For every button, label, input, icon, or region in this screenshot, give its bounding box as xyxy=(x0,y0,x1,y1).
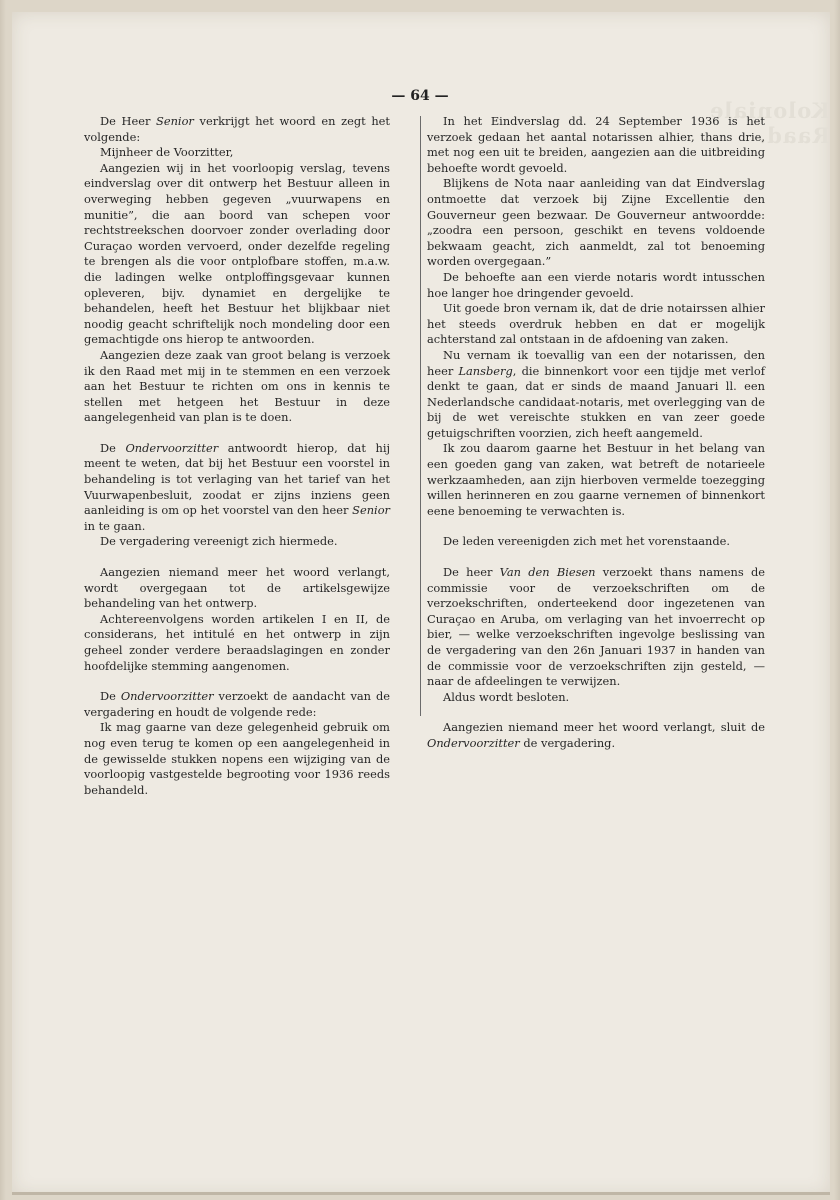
paragraph: De leden vereenigden zich met het vorenstaande. xyxy=(443,534,731,549)
paragraph: De vergadering vereenigt zich hiermede. xyxy=(100,534,338,549)
paragraph: Aangezien niemand meer het woord verlangt, wordt overgegaan tot de artikelsgewijze behandeling van het ontwerp. xyxy=(84,565,390,611)
right-column xyxy=(427,114,765,752)
paragraph: Achtereenvolgens worden artikelen I en II, de considerans, het intitulé en het ontwerp in zijn geheel zonder verdere beraadslagingen en zonder hoofdelijke stemming aangenomen. xyxy=(84,611,390,673)
paragraph: De heer Van den Biesen verzoekt thans namens de commissie voor de verzoekschriften om de verzoekschriften, onderteekend door ingezetenen van Curaçao en Aruba, om verlaging van het invoerrecht op bier, — welke verzoekschriften ingevolge beslissing van de vergadering van den 26n Januari 1937 in handen van de commissie voor de verzoekschriften zijn gesteld, — naar de afdeelingen te verwijzen. xyxy=(427,565,765,689)
paragraph: Ik mag gaarne van deze gelegenheid gebruik om nog even terug te komen op een aangelegenheid in de gewisselde stukken nopens een wijziging van de voorloopig vastgestelde begrooting voor 1936 reeds behandeld. xyxy=(84,720,390,797)
bleed-through-text: Koloniale Raad. xyxy=(709,98,830,148)
paragraph: De behoefte aan een vierde notaris wordt intusschen hoe langer hoe dringender gevoeld. xyxy=(427,269,765,300)
paragraph: Blijkens de Nota naar aanleiding van dat Eindverslag ontmoette dat verzoek bij Zijne Excellentie den Gouverneur geen bezwaar. De Gouverneur antwoordde: „zoodra een persoon, geschikt en tevens voldoende bekwaam geacht, zich aanmeldt, zal tot benoeming worden overgegaan.” xyxy=(427,176,765,269)
paragraph: Aangezien niemand meer het woord verlangt, sluit de Ondervoorzitter de vergadering. xyxy=(427,720,765,750)
paragraph: De Ondervoorzitter verzoekt de aandacht van de vergadering en houdt de volgende rede: xyxy=(84,689,390,719)
paragraph: Aangezien wij in het voorloopig verslag, tevens eindverslag over dit ontwerp het Bestuur alleen in overweging hebben gegeven „vuurwapens en munitie”, die aan boord van schepen voor rechtstreekschen doorvoer zonder overlading door Curaçao worden vervoerd, onder dezelfde regeling te brengen als die voor ontplofbare stoffen, m.a.w. die ladingen welke ontploffingsgevaar kunnen opleveren, bijv. dynamiet en dergelijke te behandelen, heeft het Bestuur het blijkbaar niet noodig geacht schriftelijk noch mondeling door een gemachtigde ons hierop te antwoorden. xyxy=(84,160,390,347)
paragraph: In het Eindverslag dd. 24 September 1936 is het verzoek gedaan het aantal notarissen alhier, thans drie, met nog een uit te breiden, aangezien aan die uitbreiding behoefte wordt gevoeld. xyxy=(427,114,765,175)
page-number: — 64 — xyxy=(391,88,449,104)
paragraph: De Heer Senior verkrijgt het woord en zegt het volgende: xyxy=(84,114,390,144)
paragraph: Uit goede bron vernam ik, dat de drie notairssen alhier het steeds overdruk hebben en dat er mogelijk achterstand zal ontstaan in de afdoening van zaken. xyxy=(427,301,765,347)
left-column xyxy=(84,114,390,798)
paragraph: Nu vernam ik toevallig van een der notarissen, den heer Lansberg, die binnenkort voor een tijdje met verlof denkt te gaan, dat er sinds de maand Januari ll. een Nederlandsche candidaat-notaris, met overlegging van de bij de wet vereischte stukken en van zeer goede getuigschriften voorzien, zich heeft aangemeld. xyxy=(427,347,765,440)
paragraph: Ik zou daarom gaarne het Bestuur in het belang van een goeden gang van zaken, wat betreft de notarieele werkzaamheden, aan zijn hierboven vermelde toezegging willen herinneren en zou gaarne vernemen of binnenkort eene benoeming te verwachten is. xyxy=(427,441,765,518)
paragraph: De Ondervoorzitter antwoordt hierop, dat hij meent te weten, dat bij het Bestuur een voorstel in behandeling is tot verlaging van het tarief van het Vuurwapenbesluit, zoodat er zijns inziens geen aanleiding is om op het voorstel van den heer Senior in te gaan. xyxy=(84,440,390,533)
page-bottom-edge xyxy=(12,1192,830,1195)
paragraph: Aldus wordt besloten. xyxy=(443,689,570,704)
paragraph: Mijnheer de Voorzitter, xyxy=(100,145,234,160)
paragraph: Aangezien deze zaak van groot belang is verzoek ik den Raad met mij in te stemmen en een verzoek aan het Bestuur te richten om ons in kennis te stellen met hetgeen het Bestuur in deze aangelegenheid van plan is te doen. xyxy=(84,347,390,425)
column-divider xyxy=(420,116,421,716)
